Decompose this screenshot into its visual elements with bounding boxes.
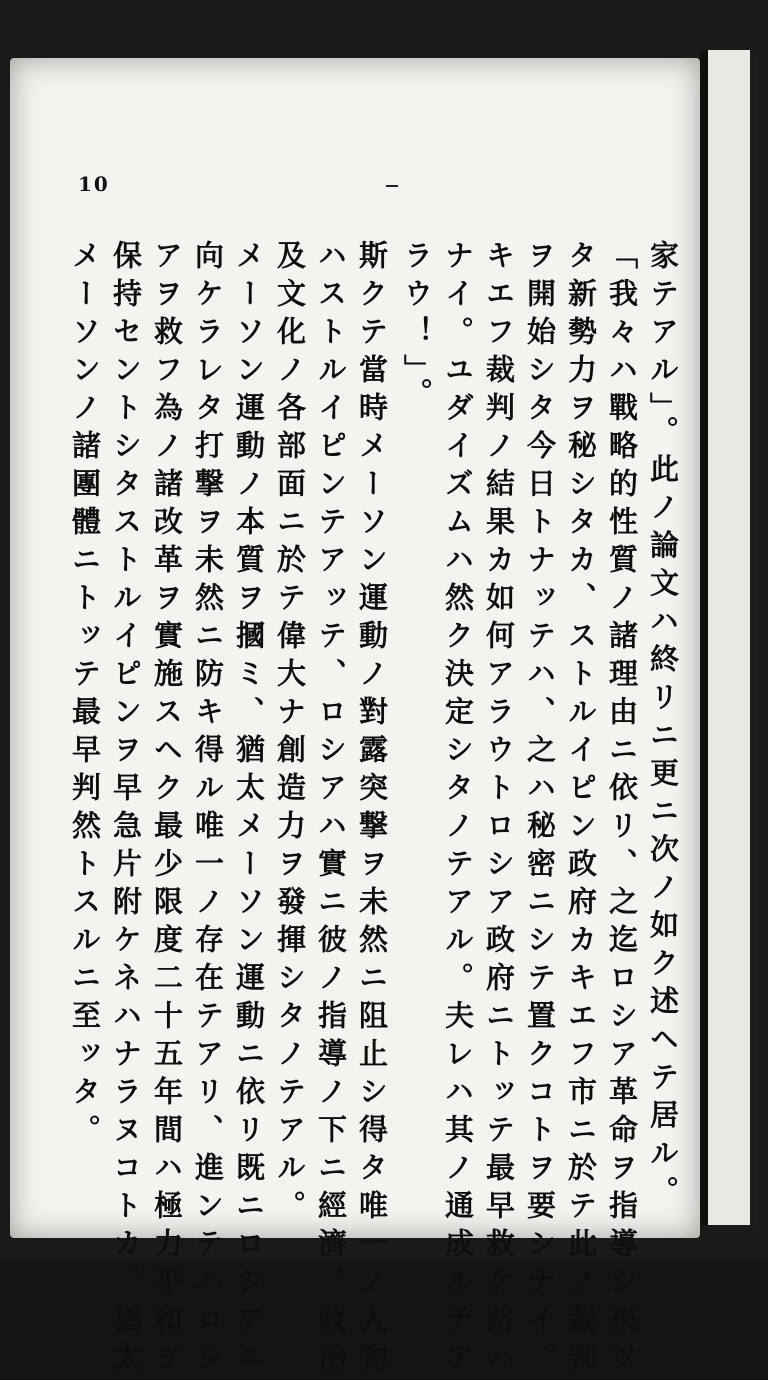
text-line: 家テアル」。此ノ論文ハ終リニ更ニ次ノ如ク述ヘテ居ル。 (646, 240, 680, 1214)
text-line: ハストルイピンテアッテ、ロシアハ實ニ彼ノ指導ノ下ニ經濟、政治 (314, 240, 348, 1380)
text-line: ナイ。ユダイズムハ然ク決定シタノテアル。夫レハ其ノ通成ルテア (441, 240, 475, 1380)
dash-mark (386, 185, 398, 187)
text-line: 及文化ノ各部面ニ於テ偉大ナ創造力ヲ發揮シタノテアル。 (273, 240, 307, 1228)
page-edge (700, 50, 758, 1225)
text-line: 向ケラレタ打撃ヲ未然ニ防キ得ル唯一ノ存在テアリ、進ンテハロシ (191, 240, 225, 1380)
text-line: 保持セントシタストルイピンヲ早急片附ケネハナラヌコトカ、猶太 (109, 240, 143, 1380)
text-line: キエフ裁判ノ結果カ如何アラウトロシア政府ニトッテ最早救ケ路ハ (482, 240, 516, 1380)
text-line: メーソン運動ノ本質ヲ摑ミ、猶太メーソン運動ニ依リ既ニロシアニ (232, 240, 266, 1380)
text-line: メーソンノ諸團體ニトッテ最早判然トスルニ至ッタ。 (68, 240, 102, 1152)
text-line: 斯クテ當時メーソン運動ノ對露突撃ヲ未然ニ阻止シ得タ唯一ノ人物 (355, 240, 389, 1380)
text-line: ラウ！」。 (400, 240, 434, 416)
text-line: 「我々ハ戰略的性質ノ諸理由ニ依リ、之迄ロシア革命ヲ指導シ來ツ (605, 240, 639, 1380)
text-line: アヲ救フ為ノ諸改革ヲ實施スヘク最少限度二十五年間ハ極力平和ヲ (150, 240, 184, 1380)
text-line: ヲ開始シタ今日トナッテハ、之ハ秘密ニシテ置クコトヲ要シナイ。 (523, 240, 557, 1380)
vertical-text-block (60, 240, 680, 1380)
text-line: タ新勢力ヲ秘シタカ、ストルイピン政府カキエフ市ニ於テ此ノ裁判 (564, 240, 598, 1380)
page-number: 10 (78, 172, 110, 196)
